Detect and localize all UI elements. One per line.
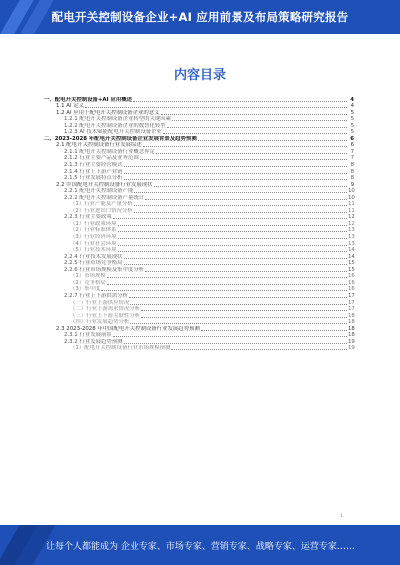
toc-leader-dots (141, 317, 347, 318)
toc-entry-page: 14 (348, 247, 355, 254)
toc-entry-label: 2.2.6 行业市场规模及集中度分析 (64, 266, 145, 273)
toc-entry-label: （三）行业上下游关联性分析 (70, 312, 141, 319)
toc-leader-dots (113, 218, 347, 219)
toc-entry-label: 2.1.1 配电开关控制设备行业概念界定 (64, 148, 155, 155)
toc-entry-page: 16 (348, 279, 355, 286)
toc-entry-page: 11 (348, 207, 355, 214)
toc-entry-label: （1）市场规模 (70, 273, 106, 280)
toc-entry-page: 12 (348, 214, 355, 221)
toc-leader-dots (130, 323, 347, 324)
toc-entry-label: 2.3 2023-2028 年中国配电开关控制设备行业发展趋势预测 (56, 325, 200, 332)
toc-leader-dots (134, 192, 347, 193)
toc-entry-page: 13 (348, 227, 355, 234)
toc-entry-page: 17 (348, 292, 355, 299)
toc-entry-page: 16 (348, 273, 355, 280)
toc-entry-label: （3）行业经济环境 (70, 234, 117, 241)
toc-entry-page: 7 (350, 148, 354, 155)
toc-entry-page: 6 (350, 135, 354, 142)
toc-entry-page: 12 (348, 220, 355, 227)
toc-leader-dots (161, 114, 347, 115)
toc-entry-page: 10 (348, 194, 355, 201)
toc-entry-page: 10 (348, 188, 355, 195)
toc-entry-label: （1）行业产能及产量分析 (70, 201, 133, 208)
toc-entry-label: 2.1 配电开关控制设备行业发展综述 (56, 142, 142, 149)
toc-leader-dots (113, 336, 347, 337)
toc-entry-page: 5 (350, 109, 354, 116)
toc-entry-page: 6 (350, 142, 354, 149)
toc-entry-page: 5 (350, 122, 354, 129)
toc-leader-dots (134, 205, 347, 206)
toc-entry-label: 1.2.3 AI 技术赋能配电开关控制设备企业 (64, 129, 162, 136)
footer-slogan: 让每个人都能成为 企业专家、市场专家、营销专家、战略专家、运营专家…… (46, 542, 355, 552)
toc-entry-page: 18 (348, 332, 355, 339)
toc-leader-dots (163, 133, 347, 134)
toc-entry[interactable] (30, 345, 354, 352)
toc-leader-dots (134, 212, 347, 213)
toc-entry-page: 5 (350, 129, 354, 136)
toc-entry-label: 2.1.4 行业上下游产业链 (64, 168, 123, 175)
toc-entry-label: （1）配电开关控制设备行业市场规模预测 (70, 345, 171, 352)
toc-entry-label: 1.2.1 配电开关控制设备企业转型的关键因素 (64, 116, 172, 123)
toc-leader-dots (133, 101, 347, 102)
toc-entry-label: （四）行业发展趋势分析 (70, 319, 130, 326)
toc-leader-dots (141, 310, 347, 311)
toc-entry-label: 2.2.4 行业技术发展现状 (64, 253, 123, 260)
toc-entry-page: 4 (350, 96, 354, 103)
toc-leader-dots (143, 146, 347, 147)
toc-entry-page: 11 (348, 201, 355, 208)
toc-entry-page: 4 (350, 103, 354, 110)
toc-entry-label: 2.2.3 行业主要政策 (64, 214, 112, 221)
toc-leader-dots (145, 271, 347, 272)
toc-leader-dots (118, 225, 347, 226)
toc-leader-dots (107, 277, 347, 278)
toc-entry-label: 1.1 AI 定义 (56, 103, 85, 110)
toc-entry-label: 1.2 AI 应用于配电开关控制设备企业的意义 (56, 109, 160, 116)
toc-entry-label: 2.2.7 行业上下游供需分析 (64, 292, 128, 299)
toc-leader-dots (140, 159, 347, 160)
toc-heading: 内容目录 (173, 68, 226, 83)
toc-entry-label: （二）行业下游需求情况分析 (70, 306, 141, 313)
table-of-contents (30, 96, 354, 351)
toc-entry-label: （4）行业社会环境 (70, 240, 117, 247)
toc-entry-label: （2）行业标准体系 (70, 227, 117, 234)
toc-entry-page: 13 (348, 234, 355, 241)
toc-leader-dots (154, 186, 347, 187)
toc-entry-page: 9 (350, 181, 354, 188)
header-banner (0, 0, 400, 34)
toc-entry-label: （3）集中度 (70, 286, 101, 293)
toc-entry-label: 1.2.2 配电开关控制设备企业的数智化转型 (64, 122, 166, 129)
toc-leader-dots (124, 166, 347, 167)
toc-leader-dots (145, 199, 347, 200)
toc-entry-label: 一、配电开关控制设备+AI 应用概述 (44, 96, 133, 103)
toc-leader-dots (167, 127, 347, 128)
toc-entry-label: （1）行业政策环境 (70, 220, 117, 227)
toc-leader-dots (156, 153, 347, 154)
toc-entry-label: 2.2.5 行业市场竞争格局 (64, 260, 123, 267)
toc-leader-dots (129, 297, 347, 298)
toc-leader-dots (107, 284, 347, 285)
toc-leader-dots (101, 290, 347, 291)
toc-leader-dots (118, 245, 347, 246)
toc-entry-page: 14 (348, 253, 355, 260)
toc-entry-label: （5）行业技术环境 (70, 247, 117, 254)
toc-entry-page: 18 (348, 319, 355, 326)
toc-leader-dots (172, 120, 347, 121)
toc-entry-label: 2.3.1 行业发展前景 (64, 332, 112, 339)
toc-entry-label: 二、2023-2028 年配电开关控制设备企业发展背景及趋势预测 (44, 135, 197, 142)
toc-entry-page: 7 (350, 155, 354, 162)
page-number: 1 (340, 514, 343, 519)
toc-entry-label: （2）竞争格局 (70, 279, 106, 286)
toc-leader-dots (124, 264, 347, 265)
toc-entry-page: 18 (348, 312, 355, 319)
toc-leader-dots (201, 330, 347, 331)
toc-entry-page: 18 (348, 325, 355, 332)
toc-entry-label: （一）行业上游供应情况 (70, 299, 130, 306)
toc-entry-page: 8 (350, 168, 354, 175)
toc-entry-page: 17 (348, 299, 355, 306)
toc-leader-dots (124, 258, 347, 259)
toc-entry-label: 2.1.5 行业发展特点分析 (64, 175, 123, 182)
toc-leader-dots (171, 349, 347, 350)
toc-entry-page: 8 (350, 162, 354, 169)
toc-entry-label: （2）行业进出口情况分析 (70, 207, 133, 214)
toc-leader-dots (198, 140, 347, 141)
toc-entry-label: 2.2.1 配电开关控制设备产能 (64, 188, 134, 195)
toc-entry-page: 13 (348, 240, 355, 247)
toc-entry-label: 2.2 中国配电开关控制设备行业发展现状 (56, 181, 153, 188)
toc-entry-label: 2.2.2 配电开关控制设备产量统计 (64, 194, 145, 201)
toc-entry-page: 15 (348, 260, 355, 267)
report-title: 配电开关控制设备企业+AI 应用前景及布局策略研究报告 (51, 10, 349, 24)
toc-leader-dots (85, 107, 347, 108)
toc-entry-page: 15 (348, 266, 355, 273)
toc-leader-dots (118, 231, 347, 232)
toc-leader-dots (124, 343, 347, 344)
toc-entry-page: 17 (348, 306, 355, 313)
footer-banner (0, 525, 400, 565)
toc-entry-page: 5 (350, 116, 354, 123)
toc-leader-dots (118, 251, 347, 252)
toc-entry-page: 19 (348, 338, 355, 345)
toc-entry-label: 2.1.3 行业主要经营模式 (64, 162, 123, 169)
toc-leader-dots (124, 179, 347, 180)
toc-leader-dots (118, 238, 347, 239)
toc-leader-dots (124, 173, 347, 174)
toc-entry-page: 8 (350, 175, 354, 182)
toc-entry-page: 16 (348, 286, 355, 293)
toc-entry-label: 2.1.2 行业主要产品及业务范围 (64, 155, 139, 162)
toc-entry-page: 19 (348, 345, 355, 352)
toc-leader-dots (130, 304, 347, 305)
toc-entry-label: 2.3.2 行业发展趋势预测 (64, 338, 123, 345)
